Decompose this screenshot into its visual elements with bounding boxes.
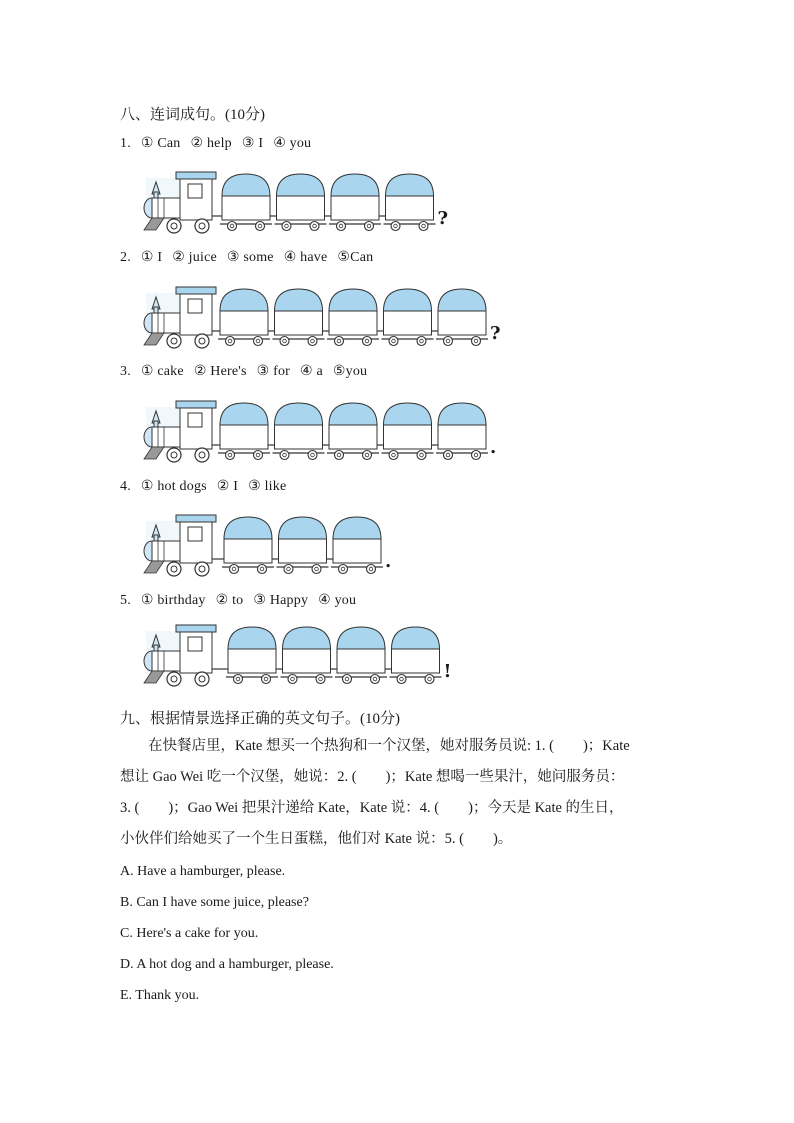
word-token: ④ a xyxy=(300,364,323,379)
word-token: ③ Happy xyxy=(253,593,309,608)
train-car xyxy=(226,627,278,684)
word-token: ③ I xyxy=(241,136,264,151)
scenario-line-2: 想让 Gao Wei 吃一个汉堡，她说：2. ( )；Kate 想喝一些果汁，她问服务员： xyxy=(120,769,625,785)
option-e: E. Thank you. xyxy=(120,988,200,1003)
locomotive-icon xyxy=(144,287,220,348)
question-number: 3. xyxy=(120,364,131,379)
question-number: 1. xyxy=(120,136,131,151)
train-illustration xyxy=(142,168,460,238)
option-c: C. Here's a cake for you. xyxy=(120,926,259,941)
scenario-line-1: 在快餐店里，Kate 想买一个热狗和一个汉堡，她对服务员说: 1. ( )；Kate xyxy=(148,738,630,754)
word-token: ⑤you xyxy=(332,364,368,379)
locomotive-icon xyxy=(144,172,222,233)
end-punctuation: ? xyxy=(490,323,501,344)
word-token: ① I xyxy=(140,250,163,265)
question-number: 5. xyxy=(120,593,131,608)
word-token: ① birthday xyxy=(140,593,206,608)
train-car xyxy=(390,627,442,684)
scenario-line-4: 小伙伴们给她买了一个生日蛋糕，他们对 Kate 说：5. ( )。 xyxy=(120,831,513,847)
question-3 xyxy=(120,363,377,380)
word-token: ⑤Can xyxy=(337,250,374,265)
train-car xyxy=(331,517,383,574)
word-token: ④ you xyxy=(273,136,312,151)
end-punctuation: ? xyxy=(437,208,449,229)
end-punctuation: . xyxy=(490,437,497,458)
word-token: ③ for xyxy=(256,364,291,379)
train-car xyxy=(273,403,325,460)
train-car xyxy=(384,174,436,231)
train-car xyxy=(382,403,434,460)
question-4 xyxy=(120,478,296,495)
word-token: ④ have xyxy=(283,250,328,265)
train-car xyxy=(220,174,272,231)
word-token: ① Can xyxy=(140,136,181,151)
train-illustration xyxy=(142,621,466,691)
locomotive-icon xyxy=(144,515,224,576)
train-car xyxy=(218,289,270,346)
section-8-title: 八、连词成句。(10分) xyxy=(120,107,265,123)
train-car xyxy=(327,403,379,460)
train-car xyxy=(277,517,329,574)
train-illustration xyxy=(142,511,408,581)
option-b: B. Can I have some juice, please? xyxy=(120,895,309,910)
question-number: 2. xyxy=(120,250,131,265)
end-punctuation: . xyxy=(385,551,392,572)
question-5 xyxy=(120,592,366,609)
train-car xyxy=(329,174,381,231)
word-token: ② I xyxy=(216,479,239,494)
locomotive-icon xyxy=(144,625,228,686)
train-car xyxy=(281,627,333,684)
word-token: ② Here's xyxy=(193,364,247,379)
word-token: ② help xyxy=(190,136,232,151)
train-car xyxy=(222,517,274,574)
word-token: ② juice xyxy=(172,250,217,265)
train-car xyxy=(273,289,325,346)
train-illustration xyxy=(142,397,513,467)
train-car xyxy=(275,174,327,231)
train-car xyxy=(335,627,387,684)
train-car xyxy=(382,289,434,346)
locomotive-icon xyxy=(144,401,220,462)
option-d: D. A hot dog and a hamburger, please. xyxy=(120,957,334,972)
word-token: ③ some xyxy=(226,250,274,265)
train-car xyxy=(218,403,270,460)
word-token: ① cake xyxy=(140,364,184,379)
word-token: ③ like xyxy=(248,479,287,494)
train-illustration xyxy=(142,283,513,353)
option-a: A. Have a hamburger, please. xyxy=(120,864,286,879)
word-token: ① hot dogs xyxy=(140,479,207,494)
word-token: ④ you xyxy=(318,593,357,608)
train-car xyxy=(327,289,379,346)
section-9-title: 九、根据情景选择正确的英文句子。(10分) xyxy=(120,711,400,727)
scenario-line-3: 3. ( )；Gao Wei 把果汁递给 Kate，Kate 说：4. ( )；今天是 Kate 的生日， xyxy=(120,800,624,816)
end-punctuation: ! xyxy=(443,661,452,682)
train-car xyxy=(436,289,488,346)
question-2 xyxy=(120,249,383,266)
question-number: 4. xyxy=(120,479,131,494)
question-1 xyxy=(120,135,321,152)
word-token: ② to xyxy=(215,593,244,608)
train-car xyxy=(436,403,488,460)
